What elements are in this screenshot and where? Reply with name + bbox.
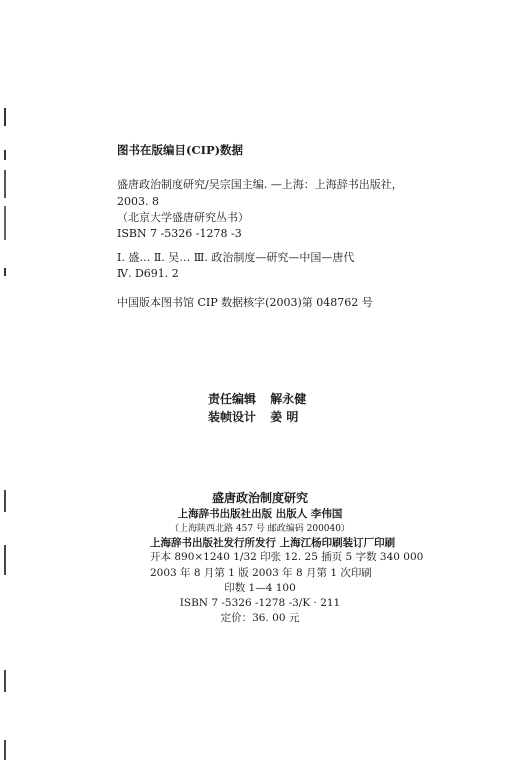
- colophon-edition: 2003 年 8 月第 1 版 2003 年 8 月第 1 次印刷: [150, 567, 372, 579]
- colophon-publisher: 上海辞书出版社出版 出版人 李伟国: [177, 508, 343, 520]
- binding-edge-mark: [4, 740, 6, 760]
- editor-role: 责任编辑: [208, 392, 257, 406]
- editor-name: 解永健: [270, 392, 307, 406]
- binding-edge-mark: [4, 490, 6, 512]
- binding-edge-mark: [4, 170, 6, 198]
- colophon-price: 定价：36. 00 元: [220, 612, 300, 624]
- designer-credit: [208, 408, 298, 425]
- designer-name: 姜 明: [270, 410, 299, 424]
- cip-record-number: 中国版本图书馆 CIP 数据核字(2003)第 048762 号: [117, 296, 373, 309]
- cip-entry-title: 盛唐政治制度研究/吴宗国主编. —上海：上海辞书出版社，: [117, 178, 403, 191]
- colophon-distribution: 上海辞书出版社发行所发行 上海江杨印刷装订厂印刷: [150, 537, 396, 549]
- cip-entry-series: （北京大学盛唐研究丛书）: [117, 211, 249, 224]
- binding-edge-mark: [4, 108, 6, 126]
- binding-edge-mark: [4, 206, 6, 240]
- cip-classification: Ⅳ. D691. 2: [117, 267, 179, 280]
- binding-edge-mark: [4, 268, 6, 276]
- binding-edge-mark: [4, 545, 6, 575]
- cip-entry-date: 2003. 8: [117, 195, 159, 208]
- colophon-print-run: 印数 1—4 100: [224, 582, 296, 594]
- editor-credit: [208, 390, 306, 407]
- cip-subject-headings: Ⅰ. 盛… Ⅱ. 吴… Ⅲ. 政治制度—研究—中国—唐代: [117, 251, 355, 264]
- colophon-format: 开本 890×1240 1/32 印张 12. 25 插页 5 字数 340 000: [150, 551, 424, 563]
- binding-edge-mark: [4, 670, 6, 692]
- binding-edge-mark: [4, 150, 6, 160]
- colophon-isbn: ISBN 7 -5326 -1278 -3/K · 211: [179, 597, 341, 609]
- colophon-title: 盛唐政治制度研究: [211, 491, 308, 505]
- designer-role: 装帧设计: [208, 410, 257, 424]
- cip-heading: 图书在版编目(CIP)数据: [117, 143, 244, 157]
- colophon-address: （上海陕西北路 457 号 邮政编码 200040）: [170, 524, 350, 534]
- cip-entry-isbn: ISBN 7 -5326 -1278 -3: [117, 227, 242, 240]
